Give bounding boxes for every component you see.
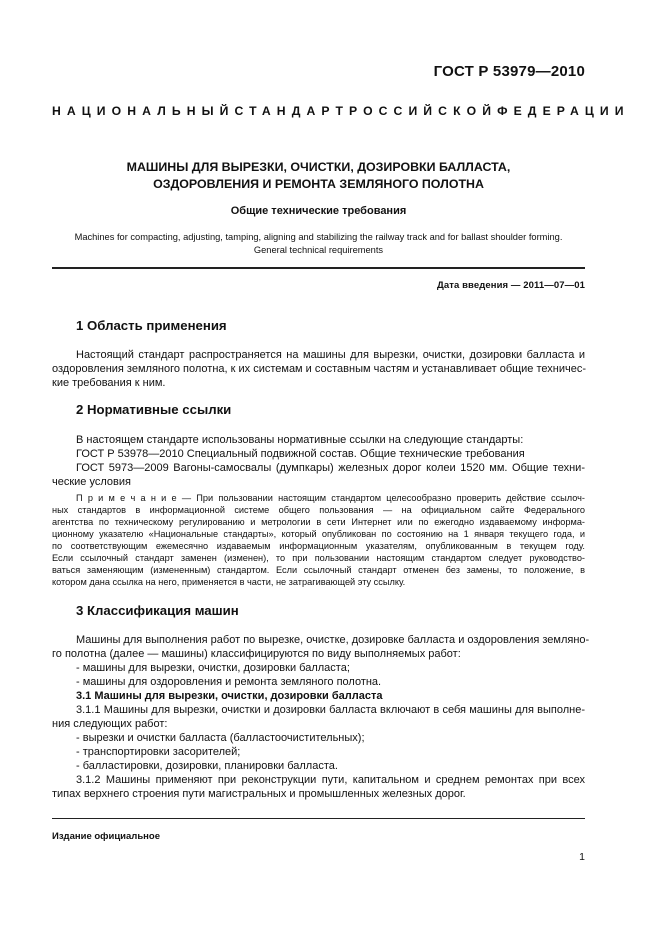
- text-line: го полотна (далее — машины) классифицируются по виду выполняемых работ:: [52, 648, 461, 660]
- document-title: [52, 159, 585, 193]
- introduction-date: Дата введения — 2011—07—01: [436, 280, 585, 291]
- document-subtitle: Общие технические требования: [230, 205, 407, 217]
- section-1-body-cont: [52, 362, 585, 390]
- footer-divider: [52, 818, 585, 819]
- section-3-sub-cont: [52, 717, 585, 731]
- list-item: - машины для оздоровления и ремонта земляного полотна.: [76, 676, 382, 688]
- text-line: типах верхнего строения пути магистральных и промышленных железных дорог.: [52, 788, 466, 800]
- list-item: - транспортировки засорителей;: [76, 746, 241, 758]
- text-line: Настоящий стандарт распространяется на машины для вырезки, очистки, дозировки балласта и: [76, 349, 585, 361]
- title-divider: [52, 267, 585, 269]
- section-2-body-cont: [52, 475, 585, 489]
- section-2-heading: 2 Нормативные ссылки: [76, 402, 232, 417]
- text-line: ческие условия: [52, 476, 131, 488]
- section-2-body: [76, 433, 585, 475]
- note-line: агентства по техническому регулированию и метрологии в сети Интернет или по ежегодно издаваемому информа-: [52, 517, 585, 527]
- note-line: ционному указателю «Национальные стандарты», который опубликован по состоянию на 1 января текущего года, и: [52, 529, 585, 539]
- note-line: ных стандартов в информационной системе общего пользования — на официальном сайте Федерального: [52, 505, 585, 515]
- banner-word: СТАНДАРТ: [234, 104, 349, 118]
- text-line: кие требования к ним.: [52, 377, 166, 389]
- english-title: [52, 231, 585, 257]
- list-item: - балластировки, дозировки, планировки балласта.: [76, 760, 338, 772]
- note-line: ваться заменяющим (измененным) стандартом. Если ссылочный стандарт отменен без замены, то положение, в: [52, 565, 585, 575]
- text-line: Машины для выполнения работ по вырезке, очистке, дозировке балласта и оздоровления земляно-: [76, 634, 590, 646]
- section-1-body: [76, 348, 585, 362]
- section-3-body-cont: [52, 647, 585, 661]
- title-line: МАШИНЫ ДЛЯ ВЫРЕЗКИ, ОЧИСТКИ, ДОЗИРОВКИ БАЛЛАСТА,: [126, 160, 511, 174]
- text-line: 3.1.2 Машины применяют при реконструкции пути, капитальном и среднем ремонтах при всех: [76, 774, 585, 786]
- section-1-heading: 1 Область применения: [76, 318, 227, 333]
- subsection-3-1-heading: 3.1 Машины для вырезки, очистки, дозировки балласта: [76, 690, 383, 702]
- list-item: - машины для вырезки, очистки, дозировки балласта;: [76, 662, 350, 674]
- list-item: - вырезки и очистки балласта (балластоочистительных);: [76, 732, 365, 744]
- section-3-sub-list: [76, 731, 585, 787]
- section-3-list: [76, 661, 585, 717]
- english-title-line: Machines for compacting, adjusting, tamping, aligning and stabilizing the railway track and for ballast shoulder forming.: [74, 232, 563, 242]
- banner-word: ФЕДЕРАЦИИ: [497, 104, 630, 118]
- note-line: котором дана ссылка на него, применяется в части, не затрагивающей эту ссылку.: [52, 577, 406, 587]
- text-line: ГОСТ 5973—2009 Вагоны-самосвалы (думпкары) железных дорог колеи 1520 мм. Общие техни-: [76, 462, 585, 474]
- edition-label: Издание официальное: [52, 831, 160, 842]
- section-3-body: [76, 633, 590, 647]
- banner-word: РОССИЙСКОЙ: [349, 104, 498, 118]
- banner-word: НАЦИОНАЛЬНЫЙ: [52, 104, 235, 118]
- note-line: по соответствующим ежемесячно издаваемым информационным указателям, опубликованным в текущем году.: [52, 541, 585, 551]
- text-line: 3.1.1 Машины для вырезки, очистки и дозировки балласта включают в себя машины для выполне-: [76, 704, 585, 716]
- page-number: 1: [579, 851, 585, 863]
- note-block: [76, 492, 585, 504]
- note-line: П р и м е ч а н и е — При пользовании настоящим стандартом целесообразно проверить действие ссылоч-: [76, 493, 585, 503]
- text-line: оздоровления земляного полотна, к их системам и составным частям и устанавливает общие техничес-: [52, 363, 587, 375]
- section-3-sub-end: [52, 787, 585, 801]
- text-line: ния следующих работ:: [52, 718, 168, 730]
- text-line: ГОСТ Р 53978—2010 Специальный подвижной состав. Общие технические требования: [76, 448, 525, 460]
- english-title-line: General technical requirements: [253, 245, 384, 255]
- note-line: Если ссылочный стандарт заменен (изменен), то при пользовании настоящим стандартом следует руководство-: [52, 553, 585, 563]
- national-standard-banner: [52, 104, 630, 118]
- note-block-cont: [52, 504, 585, 588]
- title-line: ОЗДОРОВЛЕНИЯ И РЕМОНТА ЗЕМЛЯНОГО ПОЛОТНА: [153, 177, 484, 191]
- gost-code: ГОСТ Р 53979—2010: [433, 63, 585, 80]
- text-line: В настоящем стандарте использованы нормативные ссылки на следующие стандарты:: [76, 434, 524, 446]
- section-3-heading: 3 Классификация машин: [76, 603, 239, 618]
